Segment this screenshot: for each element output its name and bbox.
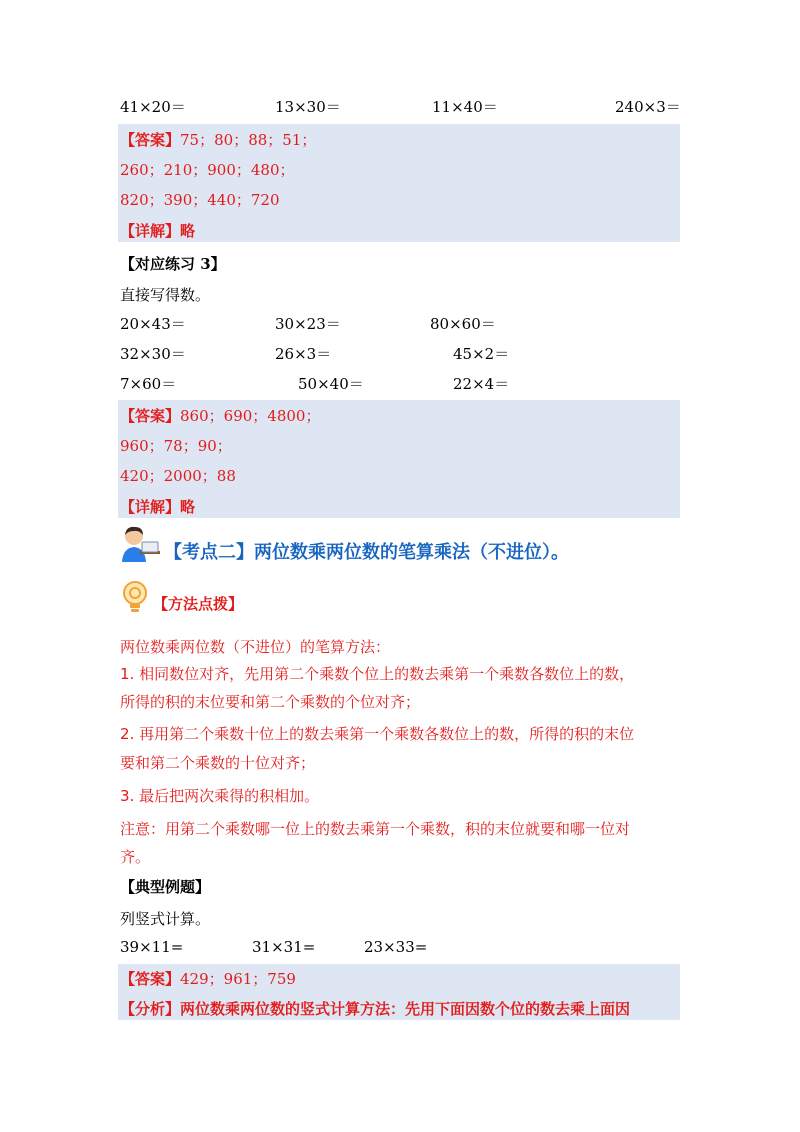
- answer-line: 260；210；900；480；: [120, 161, 295, 179]
- method-line: 齐。: [120, 848, 151, 866]
- problem: 45×2＝: [453, 345, 510, 363]
- answer-line: 【答案】860；690；4800；: [120, 407, 321, 425]
- teacher-icon: [118, 524, 162, 564]
- analysis-line: 【分析】两位数乘两位数的竖式计算方法：先用下面因数个位的数去乘上面因: [120, 1000, 631, 1018]
- problem: 11×40＝: [432, 98, 498, 116]
- instruction: 直接写得数。: [120, 286, 211, 304]
- method-line: 2. 再用第二个乘数十位上的数去乘第一个乘数各数位上的数，所得的积的末位: [120, 725, 635, 743]
- example-title: 【典型例题】: [120, 878, 211, 896]
- problem: 20×43＝: [120, 315, 186, 333]
- lightbulb-icon: [120, 580, 150, 614]
- method-line: 两位数乘两位数（不进位）的笔算方法：: [120, 638, 391, 656]
- detail-line: 【详解】略: [120, 222, 196, 240]
- problem: 31×31=: [252, 938, 316, 956]
- method-line: 要和第二个乘数的十位对齐；: [120, 754, 316, 772]
- problem: 30×23＝: [275, 315, 341, 333]
- detail-line: 【详解】略: [120, 498, 196, 516]
- method-line: 注意：用第二个乘数哪一位上的数去乘第一个乘数，积的末位就要和哪一位对: [120, 820, 631, 838]
- answer-line: 420；2000；88: [120, 467, 236, 485]
- problem: 22×4＝: [453, 375, 510, 393]
- method-title: 【方法点拨】: [153, 595, 244, 613]
- problem: 32×30＝: [120, 345, 186, 363]
- problem: 41×20＝: [120, 98, 186, 116]
- instruction: 列竖式计算。: [120, 910, 211, 928]
- problem: 50×40＝: [298, 375, 364, 393]
- method-line: 3. 最后把两次乘得的积相加。: [120, 787, 320, 805]
- problem: 26×3＝: [275, 345, 332, 363]
- method-line: 所得的积的末位要和第二个乘数的个位对齐；: [120, 693, 421, 711]
- exercise-title: 【对应练习 3】: [120, 255, 226, 273]
- answer-line: 【答案】75；80；88；51；: [120, 131, 317, 149]
- problem: 7×60＝: [120, 375, 177, 393]
- answer-line: 960；78；90；: [120, 437, 232, 455]
- method-line: 1. 相同数位对齐，先用第二个乘数个位上的数去乘第一个乘数各数位上的数，: [120, 665, 635, 683]
- problem: 80×60＝: [430, 315, 496, 333]
- section-title: 【考点二】两位数乘两位数的笔算乘法（不进位）。: [164, 542, 569, 563]
- problem: 13×30＝: [275, 98, 341, 116]
- problem: 39×11=: [120, 938, 184, 956]
- answer-line: 【答案】429；961；759: [120, 970, 296, 988]
- answer-line: 820；390；440；720: [120, 191, 280, 209]
- problem: 240×3＝: [615, 98, 681, 116]
- problem: 23×33=: [364, 938, 428, 956]
